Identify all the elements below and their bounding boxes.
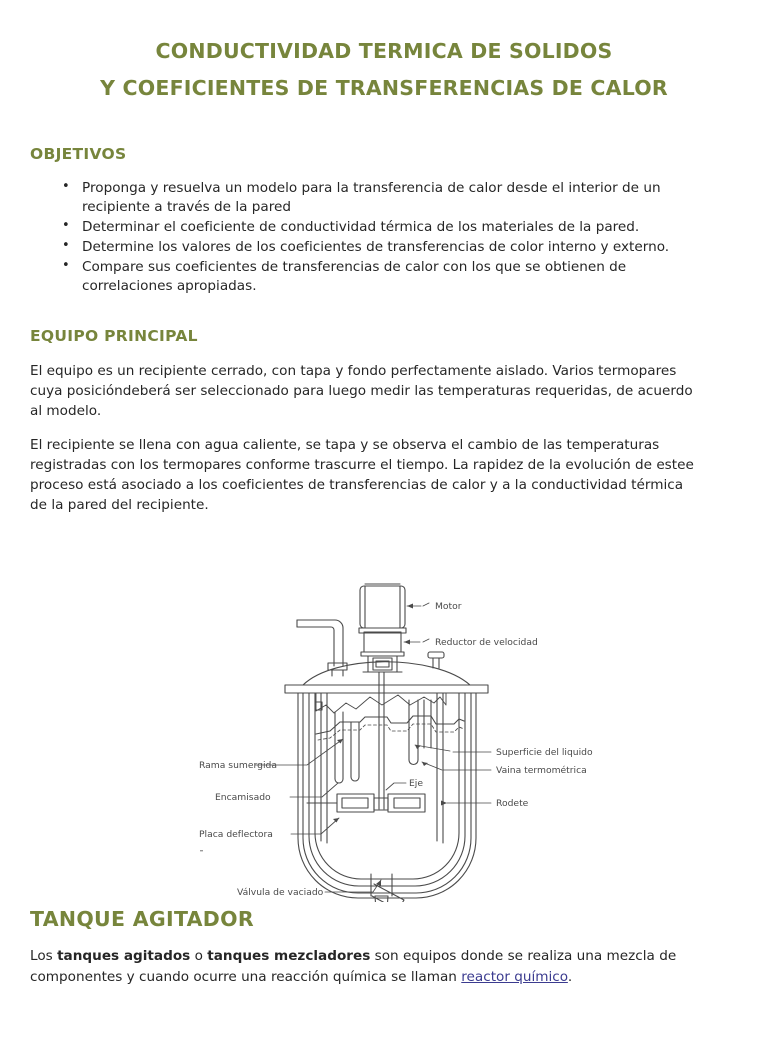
- figure-label-rama: Rama sumergida: [199, 759, 277, 771]
- list-item: • Compare sus coeficientes de transferencias de calor con los que se obtienen de correlaciones apropiadas.: [82, 258, 738, 296]
- motor-shape: [360, 584, 405, 628]
- figure-label-valvula: Válvula de vaciado: [237, 886, 324, 898]
- coupling-shape: [363, 656, 402, 672]
- leader-arrowheads: [333, 603, 447, 886]
- tanque-text-part-3: son equipos donde se realiza una mezcla de componentes y cuando ocurre una reacción química se llaman: [30, 947, 677, 985]
- figure-label-motor: Motor: [435, 600, 462, 612]
- thermowell-shape: [409, 700, 431, 765]
- section-heading-objetivos: OBJETIVOS: [30, 144, 127, 163]
- figure-label-reductor: Reductor de velocidad: [435, 636, 538, 648]
- figure-label-rodete: Rodete: [496, 797, 529, 809]
- tanque-text-part-1: Los: [30, 947, 58, 964]
- reductor-shape: [359, 628, 406, 656]
- figure-label-encamisado: Encamisado: [215, 791, 271, 803]
- section-heading-tanque-agitador: TANQUE AGITADOR: [30, 906, 254, 931]
- tank-diagram-svg: [185, 562, 605, 902]
- objetivos-list: [30, 179, 738, 296]
- tanque-bold-1: tanques agitados: [57, 947, 191, 964]
- figure-label-vaina: Vaina termométrica: [496, 764, 587, 776]
- tanque-text-part-2: o: [190, 947, 208, 964]
- tanque-bold-2: tanques mezcladores: [207, 947, 371, 964]
- tank-lid-shape: [285, 661, 488, 692]
- figure-label-superficie: Superficie del liquido: [496, 746, 593, 758]
- list-item: • Proponga y resuelva un modelo para la transferencia de calor desde el interior de un recipiente a través de la pared: [82, 179, 738, 217]
- figure-label-eje: Eje: [409, 777, 424, 789]
- paragraph-equipo-2: El recipiente se llena con agua caliente, se tapa y se observa el cambio de las temperaturas registradas con los termopares conforme trascurre el tiempo. La rapidez de la evolución de estee proceso está asociado a los coeficientes de transferencias de calor y a la conductividad térmica de la pared del recipiente.: [30, 436, 694, 513]
- list-item: • Determine los valores de los coeficientes de transferencias de color interno y externo.: [82, 238, 738, 257]
- impeller-shape: [307, 794, 425, 812]
- link-reactor-quimico[interactable]: reactor químico: [461, 968, 568, 985]
- tanque-text-part-4: .: [567, 968, 573, 985]
- document-page: [0, 14, 768, 1038]
- top-fitting-shape: [428, 652, 444, 668]
- list-item: • Determinar el coeficiente de conductividad térmica de los materiales de la pared.: [82, 218, 738, 237]
- figure-tanque-agitador: [185, 562, 605, 902]
- scan-artifact: [200, 850, 203, 851]
- lid-splash-shape: [316, 693, 446, 713]
- page-title: [30, 14, 738, 99]
- paragraph-equipo-1: El equipo es un recipiente cerrado, con tapa y fondo perfectamente aislado. Varios termopares cuya posicióndeberá ser seleccionado para luego medir las temperaturas requeridas, de acuerdo al modelo.: [30, 362, 693, 419]
- page-title-line-1: CONDUCTIVIDAD TERMICA DE SOLIDOS: [155, 38, 613, 63]
- liquid-surface-shape: [316, 716, 464, 740]
- section-heading-equipo-principal: EQUIPO PRINCIPAL: [30, 326, 198, 345]
- page-title-line-2: Y COEFICIENTES DE TRANSFERENCIAS DE CALOR: [100, 76, 668, 101]
- paragraph-tanque: [30, 946, 742, 988]
- figure-label-placa: Placa deflectora: [199, 828, 273, 840]
